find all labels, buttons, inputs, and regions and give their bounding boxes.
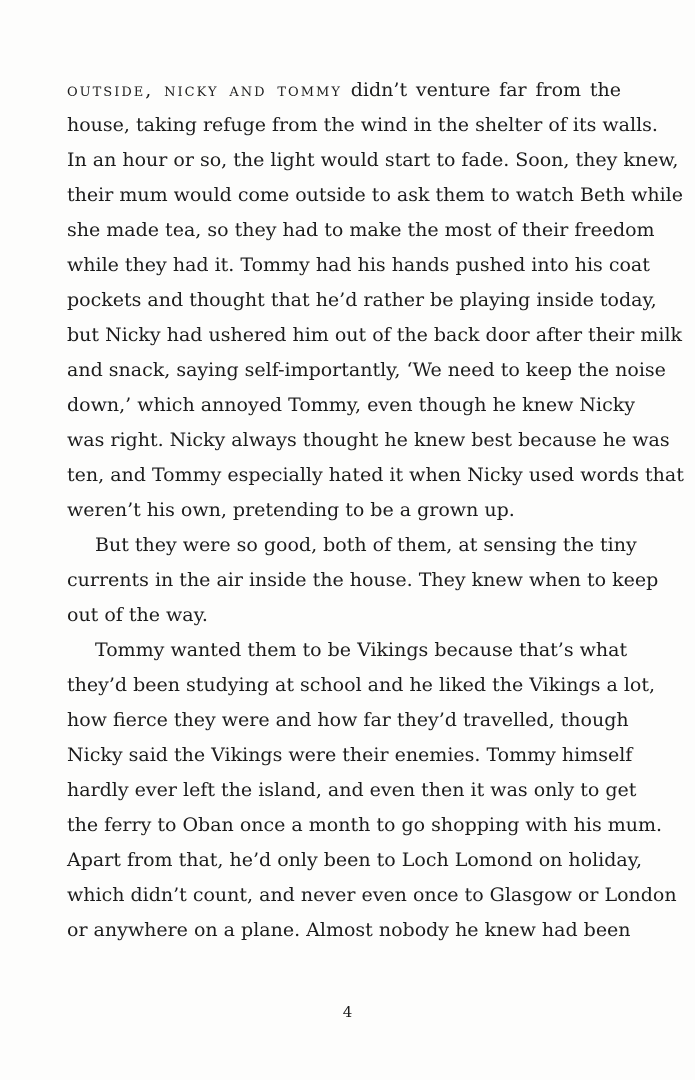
text-line: pockets and thought that he’d rather be playing inside today,	[67, 289, 657, 311]
text-line: Nicky said the Vikings were their enemies. Tommy himself	[67, 744, 633, 766]
text-line: currents in the air inside the house. They knew when to keep	[67, 569, 659, 591]
page-number: 4	[342, 1003, 353, 1021]
text-line: hardly ever left the island, and even then it was only to get	[67, 779, 637, 801]
text-line-content: didn’t venture far from the	[341, 79, 621, 101]
text-line: Apart from that, he’d only been to Loch Lomond on holiday,	[67, 849, 642, 871]
text-line: In an hour or so, the light would start to fade. Soon, they knew,	[67, 149, 679, 171]
text-line: But they were so good, both of them, at sensing the tiny	[95, 534, 637, 556]
text-line: but Nicky had ushered him out of the back door after their milk	[67, 324, 683, 346]
text-line: the ferry to Oban once a month to go shopping with his mum.	[67, 814, 663, 836]
text-line: how fierce they were and how far they’d travelled, though	[67, 709, 629, 731]
text-line: out of the way.	[67, 604, 208, 626]
text-line: they’d been studying at school and he liked the Vikings a lot,	[67, 674, 656, 696]
text-line: their mum would come outside to ask them to watch Beth while	[67, 184, 683, 206]
text-line: weren’t his own, pretending to be a grown up.	[67, 499, 515, 521]
text-line: or anywhere on a plane. Almost nobody he knew had been	[67, 919, 631, 941]
text-line: house, taking refuge from the wind in the shelter of its walls.	[67, 114, 658, 136]
text-line: down,’ which annoyed Tommy, even though he knew Nicky	[67, 394, 635, 416]
text-line: and snack, saying self-importantly, ‘We need to keep the noise	[67, 359, 666, 381]
text-line: which didn’t count, and never even once to Glasgow or London	[67, 884, 677, 906]
text-line: ten, and Tommy especially hated it when Nicky used words that	[67, 464, 684, 486]
text-line: while they had it. Tommy had his hands pushed into his coat	[67, 254, 650, 276]
opening-small-caps: outside, nicky and tommy	[67, 79, 342, 101]
text-line: was right. Nicky always thought he knew best because he was	[67, 429, 670, 451]
text-line: she made tea, so they had to make the most of their freedom	[67, 219, 655, 241]
body-text	[67, 73, 684, 948]
text-line: Tommy wanted them to be Vikings because that’s what	[95, 639, 628, 661]
text-line	[67, 73, 621, 108]
